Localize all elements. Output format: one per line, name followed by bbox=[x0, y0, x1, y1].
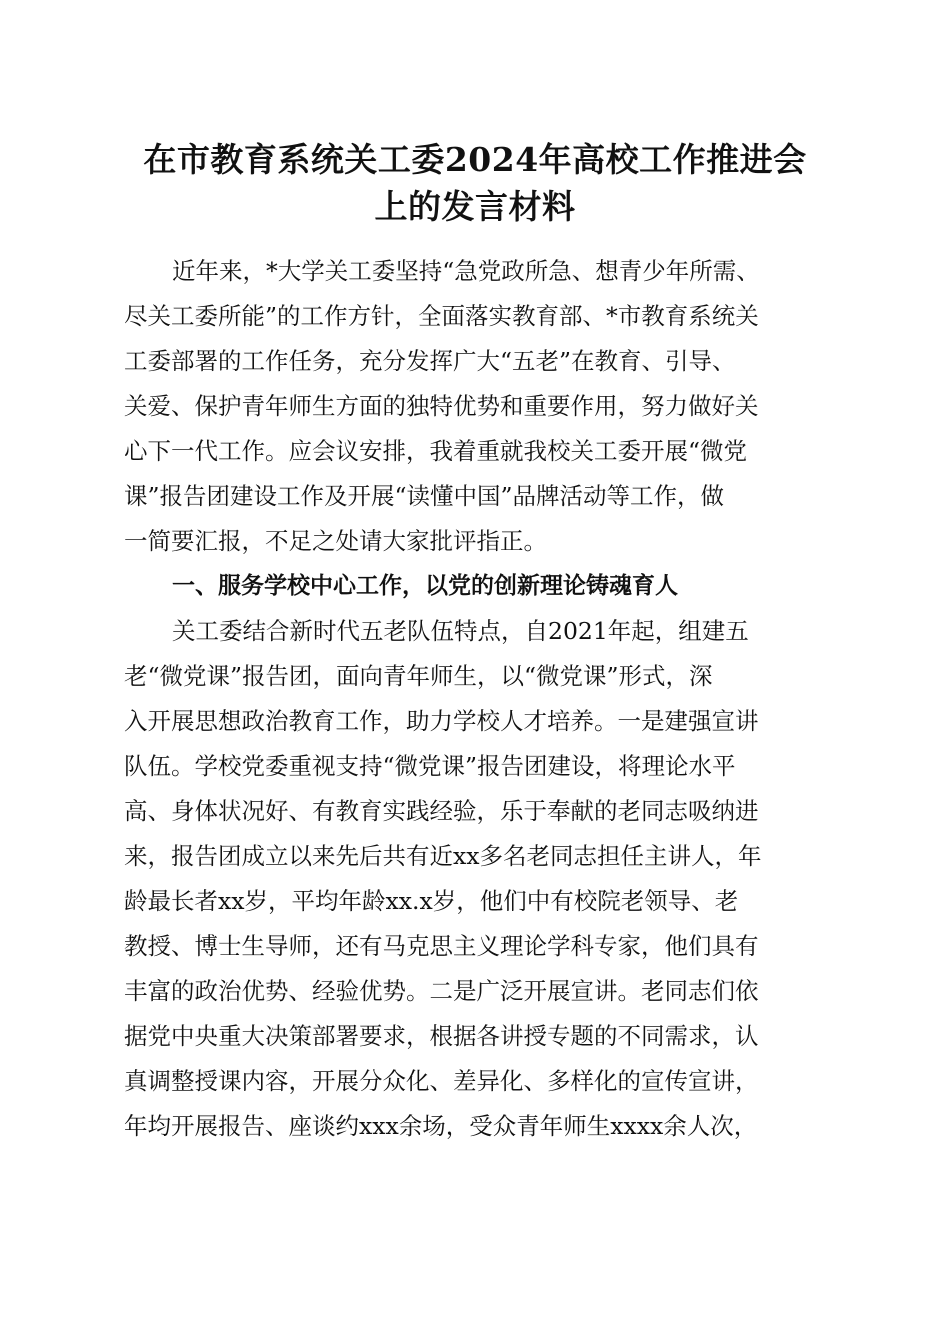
intro-paragraph-line: 一简要汇报，不足之处请大家批评指正。 bbox=[124, 527, 547, 555]
section-paragraph-line: 年均开展报告、座谈约xxx余场，受众青年师生xxxx余人次， bbox=[124, 1112, 758, 1140]
section-paragraph-line: 丰富的政治优势、经验优势。二是广泛开展宣讲。老同志们依 bbox=[124, 977, 759, 1005]
intro-paragraph-line: 工委部署的工作任务，充分发挥广大“五老”在教育、引导、 bbox=[124, 347, 736, 375]
section-paragraph-line: 高、身体状况好、有教育实践经验，乐于奉献的老同志吸纳进 bbox=[124, 797, 759, 825]
section-heading: 一、服务学校中心工作，以党的创新理论铸魂育人 bbox=[172, 573, 678, 599]
section-paragraph-line: 入开展思想政治教育工作，助力学校人才培养。一是建强宣讲 bbox=[124, 707, 759, 735]
title-line: 上的发言材料 bbox=[374, 187, 576, 226]
intro-paragraph-line: 心下一代工作。应会议安排，我着重就我校关工委开展“微党 bbox=[124, 437, 748, 465]
section-paragraph-line: 教授、博士生导师，还有马克思主义理论学科专家，他们具有 bbox=[124, 932, 759, 960]
section-paragraph-line: 龄最长者xx岁，平均年龄xx.x岁，他们中有校院老领导、老 bbox=[124, 887, 739, 915]
document-body bbox=[124, 249, 826, 1149]
intro-paragraph-line: 关爱、保护青年师生方面的独特优势和重要作用，努力做好关 bbox=[124, 392, 759, 420]
section-paragraph-line: 据党中央重大决策部署要求，根据各讲授专题的不同需求，认 bbox=[124, 1022, 759, 1050]
intro-paragraph-line: 课”报告团建设工作及开展“读懂中国”品牌活动等工作，做 bbox=[124, 482, 725, 510]
section-paragraph-line: 关工委结合新时代五老队伍特点，自2021年起，组建五 bbox=[172, 617, 749, 645]
section-paragraph-line: 老“微党课”报告团，面向青年师生，以“微党课”形式，深 bbox=[124, 662, 713, 690]
section-paragraph-line: 真调整授课内容，开展分众化、差异化、多样化的宣传宣讲， bbox=[124, 1067, 759, 1095]
intro-paragraph-line: 尽关工委所能”的工作方针，全面落实教育部、*市教育系统关 bbox=[124, 302, 759, 330]
document-title bbox=[120, 136, 830, 230]
title-line: 在市教育系统关工委2024年高校工作推进会 bbox=[143, 140, 807, 179]
section-paragraph-line: 来，报告团成立以来先后共有近xx多名老同志担任主讲人，年 bbox=[124, 842, 762, 870]
intro-paragraph-line: 近年来，*大学关工委坚持“急党政所急、想青少年所需、 bbox=[172, 257, 760, 285]
section-paragraph-line: 队伍。学校党委重视支持“微党课”报告团建设，将理论水平 bbox=[124, 752, 736, 780]
